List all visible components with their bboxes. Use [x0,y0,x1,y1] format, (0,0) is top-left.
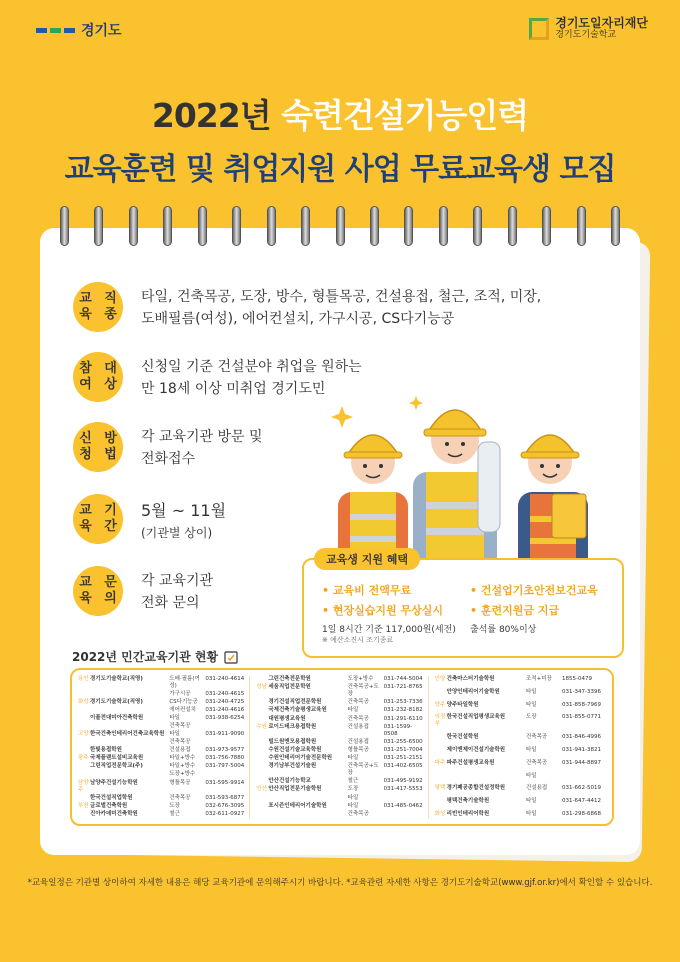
gyeonggi-logo-text: 경기도 [81,23,122,39]
cell-name [90,707,169,714]
cell-phone: 031-251-7004 [383,746,423,753]
cell-name: 경기도기술학교(직영) [90,699,143,706]
cell-name: 그린건축전문학원 [268,676,311,682]
table-row [256,699,423,706]
cell-phone: 032-676-3095 [205,802,245,809]
table-row [256,716,423,723]
cell-name: 안산건설기능학교 [268,778,311,785]
cell-name: 한국건설직업평생교육원 [446,714,506,721]
table-row [78,707,245,714]
cell-phone: 031-721-8765 [383,684,423,691]
cell-type: 타일 [525,772,537,779]
cell-type: 조적+미장 [525,676,552,682]
cell-type: 도장 [347,786,359,793]
cell-region: 수원 [256,723,267,730]
cell-type: 건축목공+도장 [347,763,379,777]
cell-region [78,747,90,754]
cell-region [78,723,90,730]
construction-workers-illustration [318,382,618,572]
section-badge-label: 교육 [79,574,92,606]
table-row [435,714,602,728]
cell-name [90,691,169,698]
cell-phone [562,773,602,780]
cell-name: 평택건축기술학원 [446,798,490,805]
section-badge-label: 직종 [104,290,117,322]
cell-type: 건설용접 [169,747,191,754]
cell-type: 건설용접 [347,738,369,745]
cell-type: 타일 [525,798,537,805]
cell-region: 용인 [78,676,89,682]
cell-region [78,715,90,722]
cell-type: 형틀목공 [347,746,369,753]
cell-type: 타일 [347,707,359,714]
table-row [256,724,423,738]
footnote: *교육일정은 기관별 상이하여 자세한 내용은 해당 교육기관에 문의해주시기 바랍니다. *교육관련 자세한 사항은 경기도기술학교(www.gjf.or.kr)에서 확인할 수 있습니다. [27,878,653,888]
cell-name: 빌드원앤모용접학원 [268,738,317,745]
page-title [0,90,680,137]
title-main: 숙련건설기능인력 [281,96,529,135]
cell-region: 화성 [78,699,89,706]
cell-phone: 032-611-0927 [205,810,245,817]
cell-type: 건축목공 [525,734,548,741]
cell-name [90,771,169,778]
cell-name: 양주타일학원 [446,701,479,708]
cell-name: 경기도기술학교(직영) [90,676,143,682]
table-row [435,676,602,683]
section-line: 만 18세 이상 미취업 경기도민 [141,381,326,398]
cell-name [447,773,526,780]
cell-phone: 031-298-6868 [561,810,601,817]
cell-phone: 031-417-5553 [383,786,423,793]
cell-phone: 031-232-8182 [383,707,423,714]
cell-name: 대원평생교육원 [268,715,306,722]
cell-region [435,689,447,696]
section-badge-label: 문의 [104,574,117,606]
notepad-rings [60,206,620,246]
institutions-column [78,676,250,818]
cell-region [256,778,268,785]
cell-region [78,691,90,698]
cell-phone: 031-756-7880 [205,755,245,762]
cell-name: 건축마스터기술학원 [446,676,495,682]
cell-name: 리빈인테리어학원 [446,810,490,817]
benefit-detail: 1일 8시간 기준 117,000원(세전) [322,625,456,635]
table-row [256,803,423,810]
section-inquiry [73,566,213,616]
cell-region: 광주 [78,755,89,762]
cell-name: 한국건설직업학원 [90,794,133,801]
cell-name: 포시즌인테리어기술학원 [268,802,327,809]
section-line: 5월 ~ 11월 [141,501,227,520]
cell-phone: 031-846-4996 [561,734,601,741]
cell-region [435,773,447,780]
table-row [78,691,245,698]
benefit-item: • 현장실습지원 무상실시 [322,604,443,617]
table-row [78,676,245,690]
table-row [78,715,245,722]
cell-phone [205,771,245,778]
section-badge-label: 참여 [79,360,92,392]
benefit-item: • 건설업기초안전보건교육 [470,584,598,597]
cell-name: 경기폐공종합건설정학원 [446,785,506,792]
notepad-ring [404,206,413,246]
benefit-item: • 교육비 전액무료 [322,584,412,597]
cell-phone: 031-944-8897 [561,759,601,766]
table-row [78,780,245,794]
cell-type: 타일 [347,755,359,762]
cell-name: 수원인테리어기술전문학원 [268,755,333,762]
table-row [256,755,423,762]
cell-type: 에어컨설치 [169,707,196,714]
cell-phone: 031-251-2151 [383,755,423,762]
cell-type: 건축목공 [347,810,369,817]
title-year: 2022년 [151,96,271,135]
cell-phone: 1855-0479 [561,676,592,682]
cell-region [256,795,268,802]
notepad-ring [508,206,517,246]
section-badge-label: 교육 [79,290,92,322]
cell-type: 건설용접 [525,785,548,792]
cell-region [256,803,268,810]
foundation-logo-main: 경기도일자리재단 [555,16,648,30]
cell-phone [384,811,424,818]
table-row [78,723,245,730]
table-row [435,785,602,792]
institutions-table [70,668,614,826]
page-subtitle: 교육훈련 및 취업지원 사업 무료교육생 모집 [64,152,616,187]
cell-type: 건축목공 [169,794,191,801]
cell-name: 한국건축인테리어건축교육학원 [90,731,165,738]
notepad-ring [370,206,379,246]
cell-region: 부천 [78,802,89,809]
cell-type: 철근 [347,778,359,785]
institutions-title [72,648,238,665]
table-row [435,689,602,696]
gyeonggi-logo-icon [36,28,75,33]
cell-region [256,676,268,683]
cell-region: 양주 [434,701,446,708]
cell-region: 파주 [434,759,446,766]
cell-phone: 031-240-4725 [205,699,245,706]
gyeonggi-logo [36,20,122,40]
section-badge [73,494,123,544]
cell-phone: 031-938-6254 [205,715,245,722]
cell-type: 건축목공+도장 [347,684,379,698]
foundation-logo-sub: 경기도기술학교 [555,30,617,41]
worker-middle [413,410,500,572]
cell-name: 제이앤제이건설기술학원 [446,746,506,753]
cell-region [78,707,90,714]
cell-name: 진아카데미건축학원 [90,810,138,817]
table-row [78,747,245,754]
cell-region [256,716,268,723]
cell-type: 도장 [169,802,180,809]
cell-name: 경기남부건설기술원 [268,763,317,770]
cell-region [256,747,268,754]
cell-name: 국제플랜트설비교육원 [90,755,144,762]
cell-region [435,747,447,754]
cell-phone: 031-855-0771 [561,714,601,721]
cell-type: 타일 [347,802,359,809]
cell-phone: 031-941-3821 [561,746,601,753]
table-row [435,760,602,767]
cell-region: 남양주 [78,779,89,793]
section-line: 타일, 건축목공, 도장, 방수, 형틀목공, 건설용접, 철근, 조적, 미장, [141,289,542,305]
cell-name: 세움직업전문학원 [268,684,311,691]
cell-region [435,798,447,805]
section-badge-label: 기간 [104,502,117,534]
table-row [256,778,423,785]
table-row [256,747,423,754]
cell-phone [205,739,245,746]
cell-type: 도배·필름(여성) [169,676,200,690]
table-row [78,811,245,818]
cell-type: 타일 [525,688,537,695]
cell-region [256,707,268,714]
checklist-icon [224,650,238,664]
cell-phone: 031-595-9914 [205,779,245,786]
cell-region [256,699,268,706]
cell-type: 타일 [525,746,537,753]
cell-type: 형틀목공 [169,779,191,786]
section-badge [73,422,123,472]
section-badge-label: 대상 [104,360,117,392]
cell-region [256,811,268,818]
cell-phone [384,795,424,802]
cell-phone: 031-291-6110 [383,715,423,722]
cell-name: 수원건설기술교육학원 [268,746,322,753]
cell-type: 건축목공 [347,699,369,706]
cell-type: 타일 [169,715,180,722]
notepad-ring [439,206,448,246]
institutions-column [256,676,428,818]
notepad-ring [577,206,586,246]
notepad-ring [198,206,207,246]
benefit-note: ※ 예산소진시 조기종료 [322,636,394,644]
table-row [256,707,423,714]
cell-name: 파주건설평생교육원 [446,759,495,766]
cell-region: 성남 [256,684,267,691]
notepad-ring [94,206,103,246]
table-row [256,684,423,698]
section-badge [73,352,123,402]
section-line: 전화 문의 [141,595,200,612]
cell-type: 타일 [347,794,359,801]
table-row [78,755,245,762]
table-row [256,763,423,777]
cell-phone: 031-255-6500 [383,738,423,745]
cell-name: 한빛용접학원 [90,747,122,754]
table-row [78,771,245,778]
table-row [78,803,245,810]
cell-phone: 031-797-5004 [205,763,245,770]
table-row [78,795,245,802]
cell-phone: 031-240-4615 [205,691,245,698]
table-row [435,702,602,709]
notepad-ring [301,206,310,246]
cell-phone: 031-858-7969 [561,701,601,708]
cell-type: 가구시공 [169,691,191,698]
table-row [78,731,245,738]
cell-type: 타일+방수 [169,763,196,770]
cell-name [90,739,169,746]
table-row [435,811,602,818]
cell-name: 경기건설직업전문학원 [268,699,322,706]
cell-phone: 031-911-9090 [205,731,245,738]
table-row [256,739,423,746]
cell-region: 의정부 [434,714,446,728]
cell-type: 타일 [525,810,537,817]
table-row [435,734,602,741]
cell-name: 안산직업전문기술학원 [268,786,322,793]
cell-phone: 031-662-5019 [561,785,601,792]
section-line: (기관별 상이) [141,525,213,540]
section-badge [73,566,123,616]
cell-name [268,795,347,802]
cell-name: 이플전대미아건축학원 [90,715,144,722]
cell-region: 고양 [78,731,89,738]
notepad-ring [542,206,551,246]
cell-region [78,811,90,818]
notepad-ring [336,206,345,246]
cell-phone: 031-485-0462 [383,802,423,809]
cell-type: 철근 [169,810,180,817]
cell-phone: 031-347-3396 [561,688,601,695]
foundation-logo [529,16,648,41]
cell-name: 로이드테크용접학원 [268,723,317,730]
cell-region [256,755,268,762]
notepad-ring [232,206,241,246]
cell-phone: 031-240-4616 [205,707,245,714]
section-apply [73,422,263,472]
table-row [256,786,423,793]
notepad-ring [129,206,138,246]
cell-phone: 031-647-4412 [561,798,601,805]
worker-right [518,435,588,572]
foundation-logo-icon [529,18,549,40]
section-line: 전화접수 [141,451,196,468]
section-period [73,494,226,544]
notepad-ring [267,206,276,246]
cell-phone: 031-402-6505 [383,763,423,770]
benefits-box [302,553,624,658]
section-badge-label: 신청 [79,430,92,462]
table-row [256,811,423,818]
cell-region [78,795,90,802]
cell-phone: 031-973-9577 [205,747,245,754]
benefit-detail: 출석률 80%이상 [470,625,537,635]
cell-type: 건축목공 [169,739,191,746]
cell-type: 건축목공 [169,723,191,730]
cell-name: 안양인테리어기술학원 [446,688,500,695]
section-badge [73,282,123,332]
section-badge-label: 방법 [104,430,117,462]
cell-name: 그린직업전문학교(주) [90,763,143,770]
cell-type: 건축목공 [347,715,369,722]
cell-phone: 031-495-9192 [383,778,423,785]
cell-region: 평택 [434,785,446,792]
table-row [435,747,602,754]
cell-region [78,763,90,770]
section-line: 신청일 기준 건설분야 취업을 원하는 [141,359,362,375]
cell-type: 도장+방수 [347,676,374,682]
institutions-title-text: 2022년 민간교육기관 현황 [72,650,219,664]
cell-name: 남양주건설기능학원 [90,779,138,786]
cell-phone: 031-1599-0508 [383,723,413,737]
cell-region: 안산 [256,786,267,793]
cell-region [78,771,90,778]
cell-phone: 031-593-6877 [205,794,245,801]
section-job-types [73,282,541,332]
cell-phone: 031-253-7336 [383,699,423,706]
cell-name: 국제건축기술평생교육원 [268,707,327,714]
cell-name: 글로벌건축학원 [90,802,128,809]
cell-type: 타일 [525,701,537,708]
cell-region: 안양 [434,676,446,682]
cell-type: 도장+방수 [169,771,196,778]
cell-name [268,811,347,818]
table-row [78,739,245,746]
cell-region [256,739,268,746]
notepad-ring [163,206,172,246]
table-row [435,773,602,780]
institutions-column [435,676,606,818]
table-row [256,795,423,802]
cell-type: 건축목공 [525,759,548,766]
cell-type: 타일 [169,731,180,738]
cell-phone [205,723,245,730]
cell-region [78,739,90,746]
cell-type: 도장 [525,714,537,721]
cell-type: 건설용접 [347,723,369,730]
benefits-title: 교육생 지원 혜택 [314,548,420,570]
cell-phone: 031-744-5004 [383,676,423,682]
cell-type: 타일+방수 [169,755,196,762]
section-line: 각 교육기관 [141,573,214,589]
cell-type: CS다기능공 [169,699,198,706]
table-row [78,699,245,706]
table-row [256,676,423,683]
cell-phone: 031-240-4614 [205,676,245,682]
notepad-ring [611,206,620,246]
notepad-ring [473,206,482,246]
table-row [78,763,245,770]
sparkle-icon [331,396,423,428]
notepad-ring [60,206,69,246]
section-badge-label: 교육 [79,502,92,534]
cell-region [256,763,268,777]
benefit-item: • 훈련지원금 지급 [470,604,560,617]
section-line: 각 교육기관 방문 및 [141,429,263,445]
cell-region [435,734,447,741]
cell-region: 화성 [434,810,446,817]
cell-name: 한국건설학원 [446,734,479,741]
cell-name [90,723,169,730]
section-line: 도배필름(여성), 에어컨설치, 가구시공, CS다기능공 [141,311,455,328]
table-row [435,798,602,805]
